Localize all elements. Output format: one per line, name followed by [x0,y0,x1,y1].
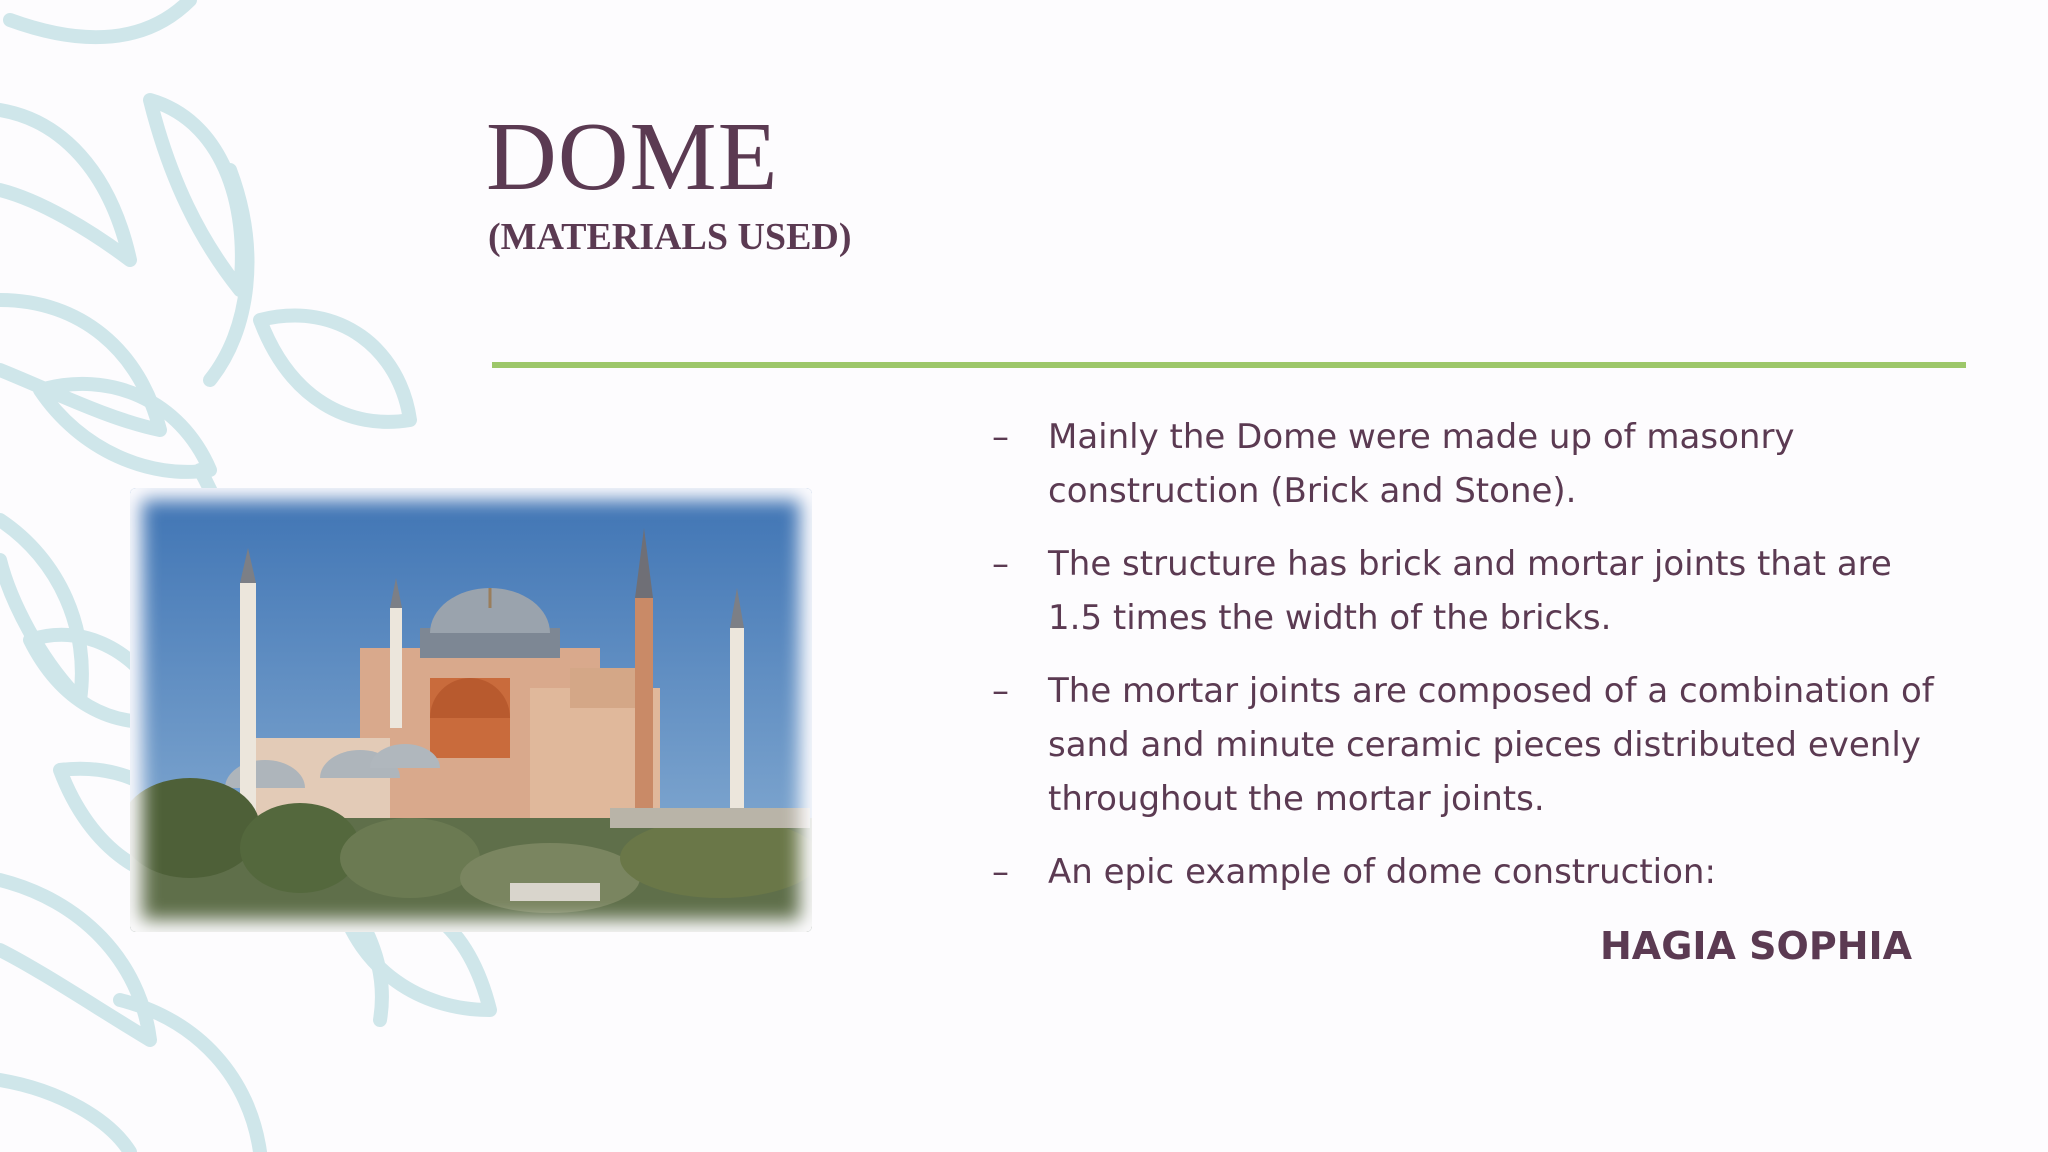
page-title: DOME [486,103,779,211]
bullet-text: An epic example of dome construction: [1048,852,1716,892]
bullet-text: Mainly the Dome were made up of masonry construction (Brick and Stone). [1048,417,1795,511]
bullet-text: The mortar joints are composed of a combination of sand and minute ceramic pieces distributed evenly throughout the mortar joints. [1048,671,1934,819]
page-subtitle: (MATERIALS USED) [488,216,852,258]
bullet-dash: – [992,417,1009,457]
title-divider [492,362,1966,368]
bullet-list [990,410,1950,918]
bullet-dash: – [992,671,1009,711]
hagia-sophia-photo [130,488,812,932]
bullet-item [990,537,1950,645]
bullet-item [990,845,1950,899]
bullet-dash: – [992,852,1009,892]
bullet-dash: – [992,544,1009,584]
bullet-item [990,410,1950,518]
photo-caption: HAGIA SOPHIA [1600,924,1913,968]
bullet-item [990,664,1950,826]
bullet-text: The structure has brick and mortar joints that are 1.5 times the width of the bricks. [1048,544,1892,638]
